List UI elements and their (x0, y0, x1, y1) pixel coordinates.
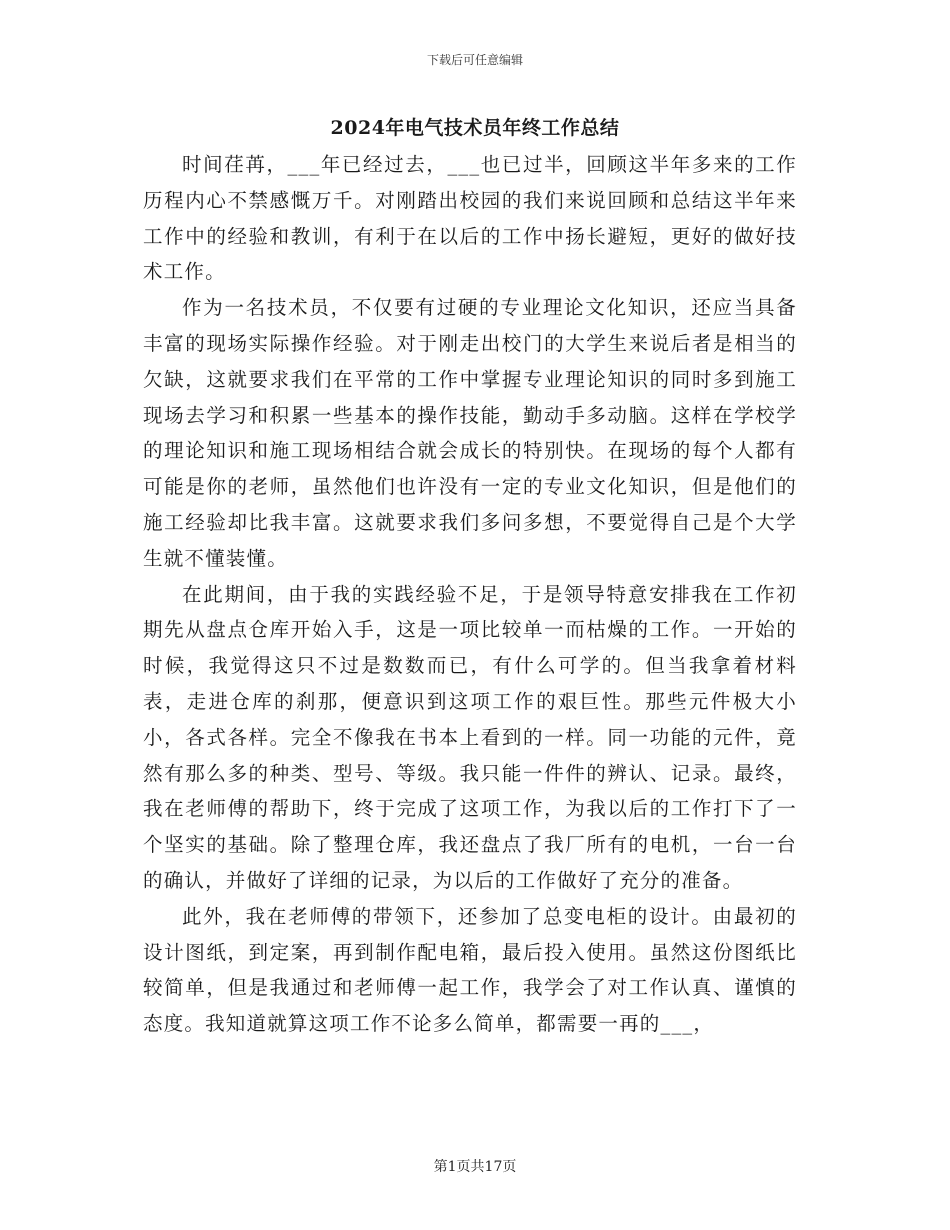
header-note: 下载后可任意编辑 (426, 53, 523, 67)
paragraph-3: 在此期间，由于我的实践经验不足，于是领导特意安排我在工作初期先从盘点仓库开始入手，这是一项比较单一而枯燥的工作。一开始的时候，我觉得这只不过是数数而已，有什么可学的。但当我拿着材料表，走进仓库的刹那，便意识到这项工作的艰巨性。那些元件极大小小，各式各样。完全不像我在书本上看到的一样。同一功能的元件，竟然有那么多的种类、型号、等级。我只能一件件的辨认、记录。最终，我在老师傅的帮助下，终于完成了这项工作，为我以后的工作打下了一个坚实的基础。除了整理仓库，我还盘点了我厂所有的电机，一台一台的确认，并做好了详细的记录，为以后的工作做好了充分的准备。 (143, 582, 797, 892)
document-body (143, 147, 797, 1042)
paragraph-1: 时间荏苒，___年已经过去，___也已过半，回顾这半年多来的工作历程内心不禁感慨万千。对刚踏出校园的我们来说回顾和总结这半年来工作中的经验和教训，有利于在以后的工作中扬长避短，更好的做好技术工作。 (143, 153, 797, 284)
paragraph-2: 作为一名技术员，不仅要有过硬的专业理论文化知识，还应当具备丰富的现场实际操作经验。对于刚走出校门的大学生来说后者是相当的欠缺，这就要求我们在平常的工作中掌握专业理论知识的同时多到施工现场去学习和积累一些基本的操作技能，勤动手多动脑。这样在学校学的理论知识和施工现场相结合就会成长的特别快。在现场的每个人都有可能是你的老师，虽然他们也许没有一定的专业文化知识，但是他们的施工经验却比我丰富。这就要求我们多问多想，不要觉得自己是个大学生就不懂装懂。 (143, 296, 797, 570)
document-title: 2024年电气技术员年终工作总结 (330, 117, 620, 139)
paragraph-4: 此外，我在老师傅的带领下，还参加了总变电柜的设计。由最初的设计图纸，到定案，再到制作配电箱，最后投入使用。虽然这份图纸比较简单，但是我通过和老师傅一起工作，我学会了对工作认真、谨慎的态度。我知道就算这项工作不论多么简单，都需要一再的___， (143, 904, 797, 1036)
page-footer: 第1页共17页 (433, 1159, 517, 1175)
